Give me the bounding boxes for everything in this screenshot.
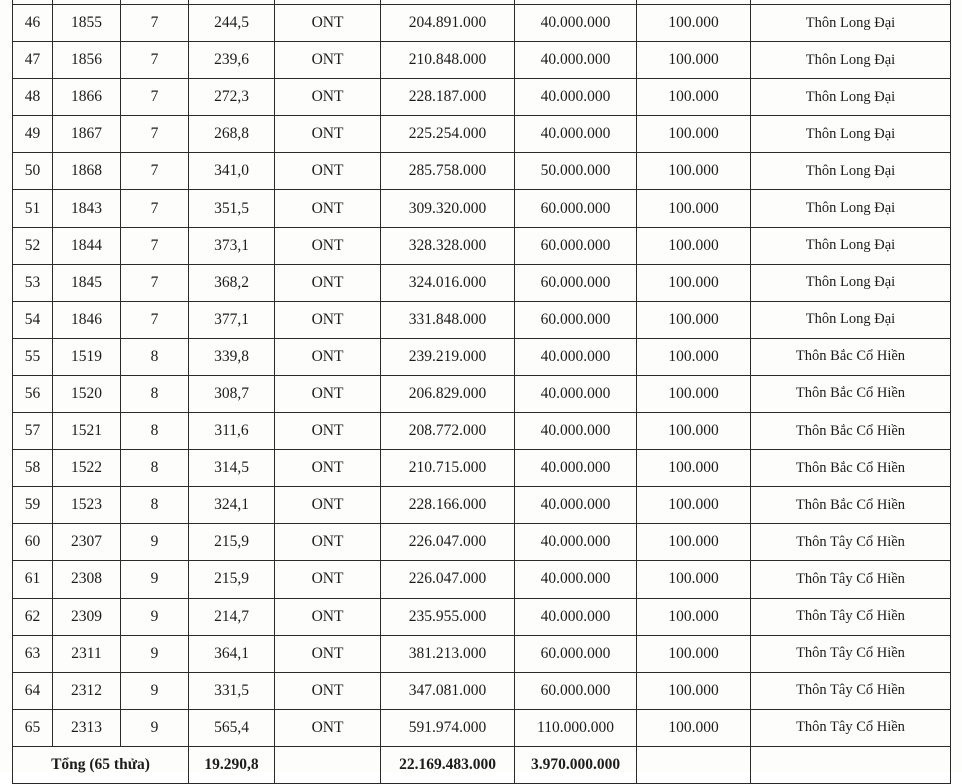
plot-number-cell: 2313 <box>53 709 121 746</box>
location-cell: Thôn Long Đại <box>751 264 951 301</box>
plot-number-cell: 1520 <box>53 375 121 412</box>
map-sheet-cell: 8 <box>121 375 189 412</box>
plot-number-cell: 1523 <box>53 487 121 524</box>
start-price-cell: 206.829.000 <box>381 375 515 412</box>
fee-cell: 100.000 <box>637 190 751 227</box>
start-price-cell: 210.715.000 <box>381 450 515 487</box>
area-cell: 215,9 <box>189 524 275 561</box>
plot-number-cell: 2312 <box>53 672 121 709</box>
table-row <box>13 524 951 561</box>
deposit-cell: 60.000.000 <box>515 301 637 338</box>
fee-cell: 100.000 <box>637 672 751 709</box>
land-type-cell: ONT <box>275 413 381 450</box>
deposit-cell: 50.000.000 <box>515 153 637 190</box>
location-cell: Thôn Long Đại <box>751 227 951 264</box>
table-row <box>13 598 951 635</box>
plot-number-cell: 2308 <box>53 561 121 598</box>
area-cell: 239,6 <box>189 42 275 79</box>
stt-cell: 57 <box>13 413 53 450</box>
land-type-cell: ONT <box>275 227 381 264</box>
total-empty-cell <box>637 746 751 783</box>
location-cell: Thôn Bắc Cổ Hiền <box>751 413 951 450</box>
location-cell: Thôn Long Đại <box>751 190 951 227</box>
deposit-cell: 60.000.000 <box>515 190 637 227</box>
plot-number-cell: 1868 <box>53 153 121 190</box>
table-row <box>13 264 951 301</box>
area-cell: 268,8 <box>189 116 275 153</box>
table-row <box>13 487 951 524</box>
map-sheet-cell: 8 <box>121 338 189 375</box>
area-cell: 331,5 <box>189 672 275 709</box>
table-row <box>13 709 951 746</box>
plot-number-cell: 1843 <box>53 190 121 227</box>
table-row <box>13 561 951 598</box>
fee-cell: 100.000 <box>637 264 751 301</box>
land-type-cell: ONT <box>275 301 381 338</box>
table-row <box>13 413 951 450</box>
fee-cell: 100.000 <box>637 153 751 190</box>
total-label: Tổng (65 thửa) <box>13 746 189 783</box>
deposit-cell: 110.000.000 <box>515 709 637 746</box>
fee-cell: 100.000 <box>637 413 751 450</box>
deposit-cell: 40.000.000 <box>515 413 637 450</box>
start-price-cell: 347.081.000 <box>381 672 515 709</box>
land-type-cell: ONT <box>275 5 381 42</box>
start-price-cell: 285.758.000 <box>381 153 515 190</box>
land-type-cell: ONT <box>275 190 381 227</box>
area-cell: 368,2 <box>189 264 275 301</box>
deposit-cell: 40.000.000 <box>515 79 637 116</box>
stt-cell: 48 <box>13 79 53 116</box>
land-type-cell: ONT <box>275 264 381 301</box>
map-sheet-cell: 8 <box>121 413 189 450</box>
total-area: 19.290,8 <box>189 746 275 783</box>
land-type-cell: ONT <box>275 635 381 672</box>
stt-cell: 61 <box>13 561 53 598</box>
map-sheet-cell: 9 <box>121 672 189 709</box>
total-empty-cell <box>751 746 951 783</box>
deposit-cell: 40.000.000 <box>515 598 637 635</box>
start-price-cell: 226.047.000 <box>381 561 515 598</box>
deposit-cell: 40.000.000 <box>515 338 637 375</box>
map-sheet-cell: 7 <box>121 301 189 338</box>
map-sheet-cell: 7 <box>121 264 189 301</box>
land-type-cell: ONT <box>275 524 381 561</box>
deposit-cell: 60.000.000 <box>515 264 637 301</box>
table-row <box>13 301 951 338</box>
fee-cell: 100.000 <box>637 116 751 153</box>
land-type-cell: ONT <box>275 672 381 709</box>
plot-number-cell: 1522 <box>53 450 121 487</box>
deposit-cell: 40.000.000 <box>515 375 637 412</box>
fee-cell: 100.000 <box>637 79 751 116</box>
start-price-cell: 228.187.000 <box>381 79 515 116</box>
plot-number-cell: 1521 <box>53 413 121 450</box>
deposit-cell: 40.000.000 <box>515 450 637 487</box>
area-cell: 373,1 <box>189 227 275 264</box>
land-type-cell: ONT <box>275 338 381 375</box>
plot-number-cell: 2309 <box>53 598 121 635</box>
plot-number-cell: 1866 <box>53 79 121 116</box>
start-price-cell: 225.254.000 <box>381 116 515 153</box>
total-row <box>13 746 951 783</box>
stt-cell: 49 <box>13 116 53 153</box>
map-sheet-cell: 7 <box>121 79 189 116</box>
area-cell: 244,5 <box>189 5 275 42</box>
deposit-cell: 40.000.000 <box>515 487 637 524</box>
start-price-cell: 591.974.000 <box>381 709 515 746</box>
fee-cell: 100.000 <box>637 635 751 672</box>
area-cell: 324,1 <box>189 487 275 524</box>
deposit-cell: 40.000.000 <box>515 116 637 153</box>
table-row <box>13 153 951 190</box>
start-price-cell: 331.848.000 <box>381 301 515 338</box>
map-sheet-cell: 7 <box>121 227 189 264</box>
location-cell: Thôn Bắc Cổ Hiền <box>751 338 951 375</box>
stt-cell: 52 <box>13 227 53 264</box>
location-cell: Thôn Bắc Cổ Hiền <box>751 487 951 524</box>
fee-cell: 100.000 <box>637 42 751 79</box>
start-price-cell: 210.848.000 <box>381 42 515 79</box>
table-row <box>13 116 951 153</box>
fee-cell: 100.000 <box>637 524 751 561</box>
fee-cell: 100.000 <box>637 709 751 746</box>
total-empty-cell <box>275 746 381 783</box>
area-cell: 339,8 <box>189 338 275 375</box>
land-type-cell: ONT <box>275 561 381 598</box>
location-cell: Thôn Long Đại <box>751 5 951 42</box>
area-cell: 341,0 <box>189 153 275 190</box>
start-price-cell: 226.047.000 <box>381 524 515 561</box>
plot-number-cell: 1519 <box>53 338 121 375</box>
land-type-cell: ONT <box>275 116 381 153</box>
start-price-cell: 328.328.000 <box>381 227 515 264</box>
area-cell: 311,6 <box>189 413 275 450</box>
location-cell: Thôn Long Đại <box>751 42 951 79</box>
start-price-cell: 208.772.000 <box>381 413 515 450</box>
fee-cell: 100.000 <box>637 338 751 375</box>
area-cell: 364,1 <box>189 635 275 672</box>
start-price-cell: 239.219.000 <box>381 338 515 375</box>
table-row <box>13 227 951 264</box>
stt-cell: 47 <box>13 42 53 79</box>
location-cell: Thôn Bắc Cổ Hiền <box>751 375 951 412</box>
stt-cell: 65 <box>13 709 53 746</box>
stt-cell: 58 <box>13 450 53 487</box>
fee-cell: 100.000 <box>637 227 751 264</box>
fee-cell: 100.000 <box>637 450 751 487</box>
map-sheet-cell: 9 <box>121 709 189 746</box>
stt-cell: 64 <box>13 672 53 709</box>
fee-cell: 100.000 <box>637 5 751 42</box>
stt-cell: 60 <box>13 524 53 561</box>
plot-number-cell: 1845 <box>53 264 121 301</box>
plot-number-cell: 1856 <box>53 42 121 79</box>
table-row <box>13 79 951 116</box>
location-cell: Thôn Tây Cổ Hiền <box>751 635 951 672</box>
fee-cell: 100.000 <box>637 598 751 635</box>
start-price-cell: 309.320.000 <box>381 190 515 227</box>
stt-cell: 56 <box>13 375 53 412</box>
table-body <box>13 0 951 746</box>
land-type-cell: ONT <box>275 79 381 116</box>
start-price-cell: 235.955.000 <box>381 598 515 635</box>
location-cell: Thôn Bắc Cổ Hiền <box>751 450 951 487</box>
area-cell: 214,7 <box>189 598 275 635</box>
area-cell: 272,3 <box>189 79 275 116</box>
location-cell: Thôn Tây Cổ Hiền <box>751 524 951 561</box>
map-sheet-cell: 7 <box>121 42 189 79</box>
table-row <box>13 42 951 79</box>
deposit-cell: 40.000.000 <box>515 42 637 79</box>
location-cell: Thôn Long Đại <box>751 301 951 338</box>
deposit-cell: 60.000.000 <box>515 635 637 672</box>
total-deposit: 3.970.000.000 <box>515 746 637 783</box>
stt-cell: 62 <box>13 598 53 635</box>
map-sheet-cell: 9 <box>121 598 189 635</box>
plot-number-cell: 2307 <box>53 524 121 561</box>
start-price-cell: 228.166.000 <box>381 487 515 524</box>
location-cell: Thôn Tây Cổ Hiền <box>751 709 951 746</box>
map-sheet-cell: 7 <box>121 116 189 153</box>
area-cell: 215,9 <box>189 561 275 598</box>
plot-number-cell: 2311 <box>53 635 121 672</box>
location-cell: Thôn Tây Cổ Hiền <box>751 672 951 709</box>
table-row <box>13 338 951 375</box>
start-price-cell: 381.213.000 <box>381 635 515 672</box>
map-sheet-cell: 7 <box>121 5 189 42</box>
fee-cell: 100.000 <box>637 561 751 598</box>
plot-number-cell: 1867 <box>53 116 121 153</box>
land-type-cell: ONT <box>275 450 381 487</box>
area-cell: 314,5 <box>189 450 275 487</box>
table-row <box>13 672 951 709</box>
deposit-cell: 40.000.000 <box>515 5 637 42</box>
area-cell: 308,7 <box>189 375 275 412</box>
land-type-cell: ONT <box>275 375 381 412</box>
total-value: 22.169.483.000 <box>381 746 515 783</box>
land-type-cell: ONT <box>275 598 381 635</box>
area-cell: 377,1 <box>189 301 275 338</box>
map-sheet-cell: 7 <box>121 190 189 227</box>
area-cell: 351,5 <box>189 190 275 227</box>
map-sheet-cell: 7 <box>121 153 189 190</box>
location-cell: Thôn Long Đại <box>751 153 951 190</box>
map-sheet-cell: 8 <box>121 450 189 487</box>
map-sheet-cell: 9 <box>121 635 189 672</box>
location-cell: Thôn Tây Cổ Hiền <box>751 598 951 635</box>
deposit-cell: 40.000.000 <box>515 561 637 598</box>
fee-cell: 100.000 <box>637 487 751 524</box>
stt-cell: 54 <box>13 301 53 338</box>
start-price-cell: 204.891.000 <box>381 5 515 42</box>
deposit-cell: 60.000.000 <box>515 227 637 264</box>
table-row <box>13 635 951 672</box>
stt-cell: 50 <box>13 153 53 190</box>
stt-cell: 53 <box>13 264 53 301</box>
table-row <box>13 375 951 412</box>
location-cell: Thôn Long Đại <box>751 79 951 116</box>
land-plot-table <box>12 0 951 784</box>
table-row <box>13 450 951 487</box>
fee-cell: 100.000 <box>637 301 751 338</box>
stt-cell: 59 <box>13 487 53 524</box>
map-sheet-cell: 8 <box>121 487 189 524</box>
plot-number-cell: 1844 <box>53 227 121 264</box>
stt-cell: 63 <box>13 635 53 672</box>
location-cell: Thôn Tây Cổ Hiền <box>751 561 951 598</box>
land-type-cell: ONT <box>275 487 381 524</box>
plot-number-cell: 1855 <box>53 5 121 42</box>
start-price-cell: 324.016.000 <box>381 264 515 301</box>
map-sheet-cell: 9 <box>121 561 189 598</box>
plot-number-cell: 1846 <box>53 301 121 338</box>
location-cell: Thôn Long Đại <box>751 116 951 153</box>
map-sheet-cell: 9 <box>121 524 189 561</box>
table-row <box>13 5 951 42</box>
deposit-cell: 60.000.000 <box>515 672 637 709</box>
deposit-cell: 40.000.000 <box>515 524 637 561</box>
table-row <box>13 190 951 227</box>
land-type-cell: ONT <box>275 153 381 190</box>
area-cell: 565,4 <box>189 709 275 746</box>
stt-cell: 46 <box>13 5 53 42</box>
fee-cell: 100.000 <box>637 375 751 412</box>
land-type-cell: ONT <box>275 709 381 746</box>
land-type-cell: ONT <box>275 42 381 79</box>
stt-cell: 55 <box>13 338 53 375</box>
stt-cell: 51 <box>13 190 53 227</box>
